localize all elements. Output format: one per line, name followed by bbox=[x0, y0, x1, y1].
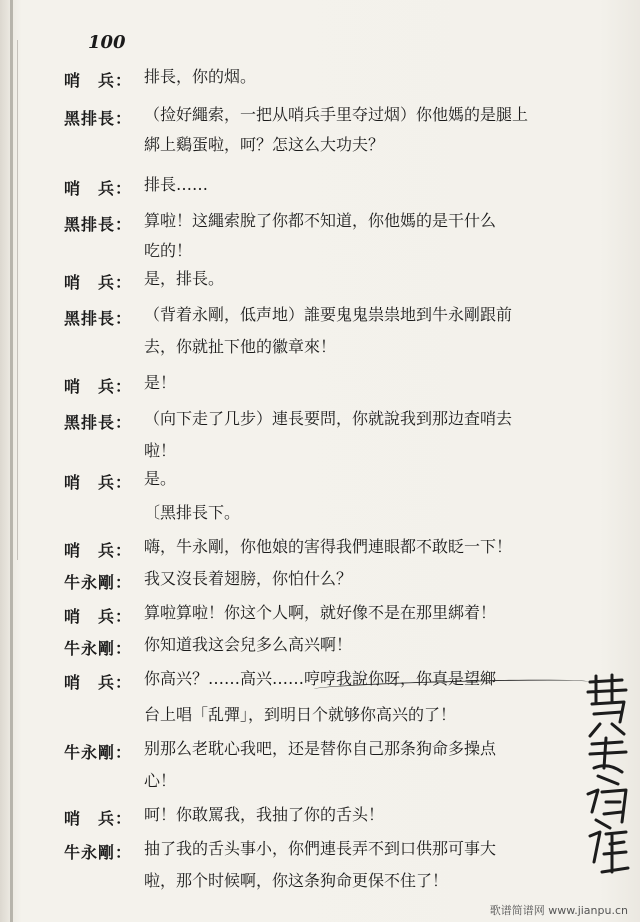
dialogue-line: （向下走了几步）連長要問，你就說我到那边査哨去 bbox=[144, 409, 513, 428]
dialogue-line: 算啦算啦！你这个人啊，就好像不是在那里綁着！ bbox=[144, 603, 497, 622]
dialogue-line: 你知道我这会兒多么高兴啊！ bbox=[144, 635, 353, 654]
speaker-label: 哨 兵： bbox=[64, 179, 133, 198]
binding-spine bbox=[10, 0, 13, 922]
dialogue-line: 綁上鷄蛋啦，呵？怎这么大功夫？ bbox=[144, 135, 385, 154]
speaker-label: 哨 兵： bbox=[64, 473, 133, 492]
speaker-label: 黑排長： bbox=[64, 413, 133, 432]
binding-shadow bbox=[17, 40, 18, 560]
dialogue-line: 台上唱「乱彈」，到明日个就够你高兴的了！ bbox=[144, 705, 457, 724]
dialogue-line: 排長…… bbox=[144, 175, 209, 194]
dialogue-line: 算啦！这繩索脫了你都不知道，你他媽的是干什么 bbox=[144, 211, 497, 230]
dialogue-line: 是。 bbox=[144, 469, 177, 488]
speaker-label: 哨 兵： bbox=[64, 607, 133, 626]
dialogue-line: （捡好繩索，一把从哨兵手里夺过烟）你他媽的是腿上 bbox=[144, 105, 529, 124]
speaker-label: 牛永剛： bbox=[64, 639, 133, 658]
speaker-label: 黑排長： bbox=[64, 215, 133, 234]
speaker-label: 牛永剛： bbox=[64, 743, 133, 762]
dialogue-line: 排長，你的烟。 bbox=[144, 67, 257, 86]
speaker-label: 牛永剛： bbox=[64, 573, 133, 592]
dialogue-line: 你高兴？……高兴……哼哼我說你呀，你真是望鄉 bbox=[144, 669, 497, 688]
speaker-label: 哨 兵： bbox=[64, 673, 133, 692]
dialogue-line: 是！ bbox=[144, 373, 177, 392]
speaker-label: 哨 兵： bbox=[64, 273, 133, 292]
dialogue-line: 我又沒長着翅膀，你怕什么？ bbox=[144, 569, 353, 588]
dialogue-line: 啦，那个时候啊，你这条狗命更保不住了！ bbox=[144, 871, 449, 890]
speaker-label: 牛永剛： bbox=[64, 843, 133, 862]
page-number: 100 bbox=[88, 32, 126, 53]
site-watermark: 歌谱简谱网 www.jianpu.cn bbox=[489, 904, 628, 917]
speaker-label: 黑排長： bbox=[64, 309, 133, 328]
dialogue-line: （背着永剛，低声地）誰要鬼鬼祟祟地到牛永剛跟前 bbox=[144, 305, 513, 324]
dialogue-line: 去，你就扯下他的徽章來！ bbox=[144, 337, 337, 356]
dialogue-line: 别那么老耽心我吧，还是替你自己那条狗命多操点 bbox=[144, 739, 497, 758]
speaker-label: 哨 兵： bbox=[64, 377, 133, 396]
speaker-label: 哨 兵： bbox=[64, 71, 133, 90]
dialogue-line: 心！ bbox=[144, 771, 177, 790]
dialogue-line: 呵！你敢罵我，我抽了你的舌头！ bbox=[144, 805, 385, 824]
speaker-label: 黑排長： bbox=[64, 109, 133, 128]
dialogue-line: 抽了我的舌头事小，你們連長弄不到口供那可事大 bbox=[144, 839, 497, 858]
dialogue-line: 吃的！ bbox=[144, 241, 193, 260]
speaker-label: 哨 兵： bbox=[64, 541, 133, 560]
handwritten-signature bbox=[582, 672, 632, 882]
dialogue-line: 是，排長。 bbox=[144, 269, 225, 288]
stage-direction: 〔黑排長下。 bbox=[144, 503, 241, 522]
dialogue-line: 嗨，牛永剛，你他娘的害得我們連眼都不敢眨一下！ bbox=[144, 537, 513, 556]
dialogue-line: 啦！ bbox=[144, 441, 177, 460]
speaker-label: 哨 兵： bbox=[64, 809, 133, 828]
